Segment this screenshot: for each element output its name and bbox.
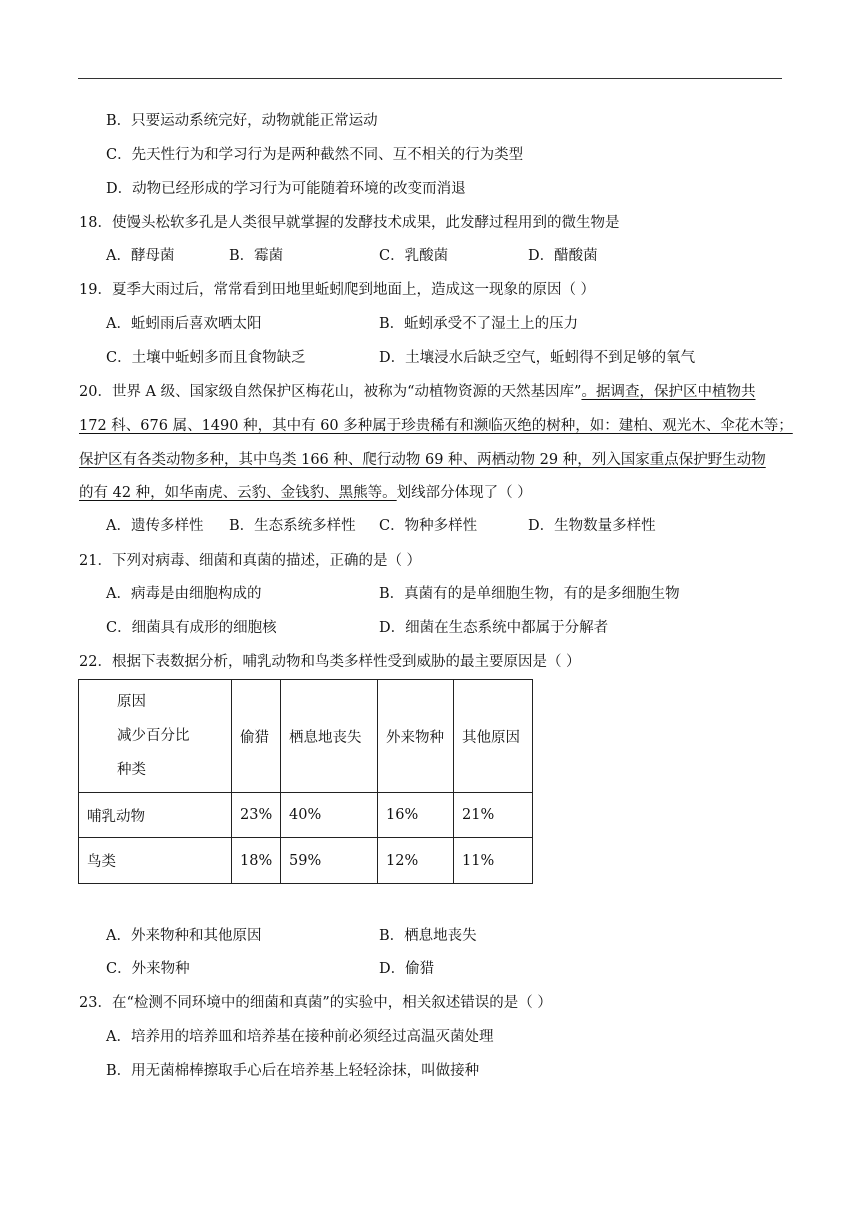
q18-option-a: A．酵母菌 [106, 248, 175, 264]
corner-label-category: 种类 [117, 762, 146, 778]
q23-stem: 23．在“检测不同环境中的细菌和真菌”的实验中，相关叙述错误的是（ ） [79, 995, 552, 1011]
q23-option-b: B．用无菌棉棒擦取手心后在培养基上轻轻涂抹，叫做接种 [106, 1063, 480, 1079]
q18-option-c: C．乳酸菌 [379, 248, 449, 264]
table-cell: 21% [454, 793, 533, 838]
q19-stem: 19．夏季大雨过后，常常看到田地里蚯蚓爬到地面上，造成这一现象的原因（ ） [79, 282, 596, 298]
corner-label-percent: 减少百分比 [117, 728, 190, 744]
table-cell: 59% [281, 838, 378, 884]
q18-stem: 18．使馒头松软多孔是人类很早就掌握的发酵技术成果，此发酵过程用到的微生物是 [79, 215, 620, 231]
table-corner-cell [79, 680, 232, 793]
q20-line-1-plain: 20．世界 A 级、国家级自然保护区梅花山，被称为“动植物资源的天然基因库” [79, 384, 582, 400]
q21-option-c: C．细菌具有成形的细胞核 [106, 620, 277, 636]
table-row-label: 鸟类 [79, 838, 232, 884]
q22-option-d: D．偷猎 [379, 961, 435, 977]
table-cell: 18% [232, 838, 281, 884]
q20-option-c: C．物种多样性 [379, 518, 478, 534]
q21-option-b: B．真菌有的是单细胞生物，有的是多细胞生物 [379, 586, 680, 602]
q22-option-a: A．外来物种和其他原因 [106, 928, 262, 944]
q17-option-c: C．先天性行为和学习行为是两种截然不同、互不相关的行为类型 [106, 147, 524, 163]
q20-line-2: 172 科、676 属、1490 种，其中有 60 多种属于珍贵稀有和濒临灭绝的树种，如：建柏、观光木、伞花木等； [79, 418, 793, 434]
table-row [79, 838, 533, 884]
q19-option-a: A．蚯蚓雨后喜欢晒太阳 [106, 316, 262, 332]
q20-option-d: D．生物数量多样性 [528, 518, 656, 534]
q23-option-a: A．培养用的培养皿和培养基在接种前必须经过高温灭菌处理 [106, 1029, 494, 1045]
q21-option-a: A．病毒是由细胞构成的 [106, 586, 262, 602]
table-header: 外来物种 [378, 680, 454, 793]
table-cell: 23% [232, 793, 281, 838]
q20-line-4 [79, 482, 532, 504]
table-header-row [79, 680, 533, 793]
threat-data-table [78, 679, 533, 884]
q21-stem: 21．下列对病毒、细菌和真菌的描述，正确的是（ ） [79, 553, 422, 569]
q20-line-4-plain: 划线部分体现了（ ） [396, 485, 532, 501]
q20-line-1-underlined: 。据调查，保护区中植物共 [581, 384, 756, 400]
table-cell: 12% [378, 838, 454, 884]
q20-line-3: 保护区有各类动物多种，其中鸟类 166 种、爬行动物 69 种、两栖动物 29 种，列入国家重点保护野生动物 [79, 452, 766, 468]
q21-option-d: D．细菌在生态系统中都属于分解者 [379, 620, 609, 636]
q19-option-d: D．土壤浸水后缺乏空气，蚯蚓得不到足够的氧气 [379, 350, 696, 366]
q19-option-b: B．蚯蚓承受不了湿土上的压力 [379, 316, 579, 332]
q20-option-a: A．遗传多样性 [106, 518, 204, 534]
q22-stem: 22．根据下表数据分析，哺乳动物和鸟类多样性受到威胁的最主要原因是（ ） [79, 654, 581, 670]
q20-option-b: B．生态系统多样性 [229, 518, 356, 534]
table-header: 其他原因 [454, 680, 533, 793]
table-header: 栖息地丧失 [281, 680, 378, 793]
q22-option-b: B．栖息地丧失 [379, 928, 477, 944]
q20-line-4-underlined: 的有 42 种，如华南虎、云豹、金钱豹、黑熊等。 [79, 485, 397, 501]
q17-option-b: B．只要运动系统完好，动物就能正常运动 [106, 113, 378, 129]
table-cell: 40% [281, 793, 378, 838]
table-cell: 16% [378, 793, 454, 838]
table-row [79, 793, 533, 838]
q19-option-c: C．土壤中蚯蚓多而且食物缺乏 [106, 350, 306, 366]
table-header: 偷猎 [232, 680, 281, 793]
table-cell: 11% [454, 838, 533, 884]
header-rule [78, 78, 782, 79]
q22-option-c: C．外来物种 [106, 961, 190, 977]
q18-option-b: B．霉菌 [229, 248, 284, 264]
table-row-label: 哺乳动物 [79, 793, 232, 838]
q17-option-d: D．动物已经形成的学习行为可能随着环境的改变而消退 [106, 181, 466, 197]
q20-line-1 [79, 381, 755, 403]
corner-label-cause: 原因 [117, 694, 146, 710]
q18-option-d: D．醋酸菌 [528, 248, 598, 264]
